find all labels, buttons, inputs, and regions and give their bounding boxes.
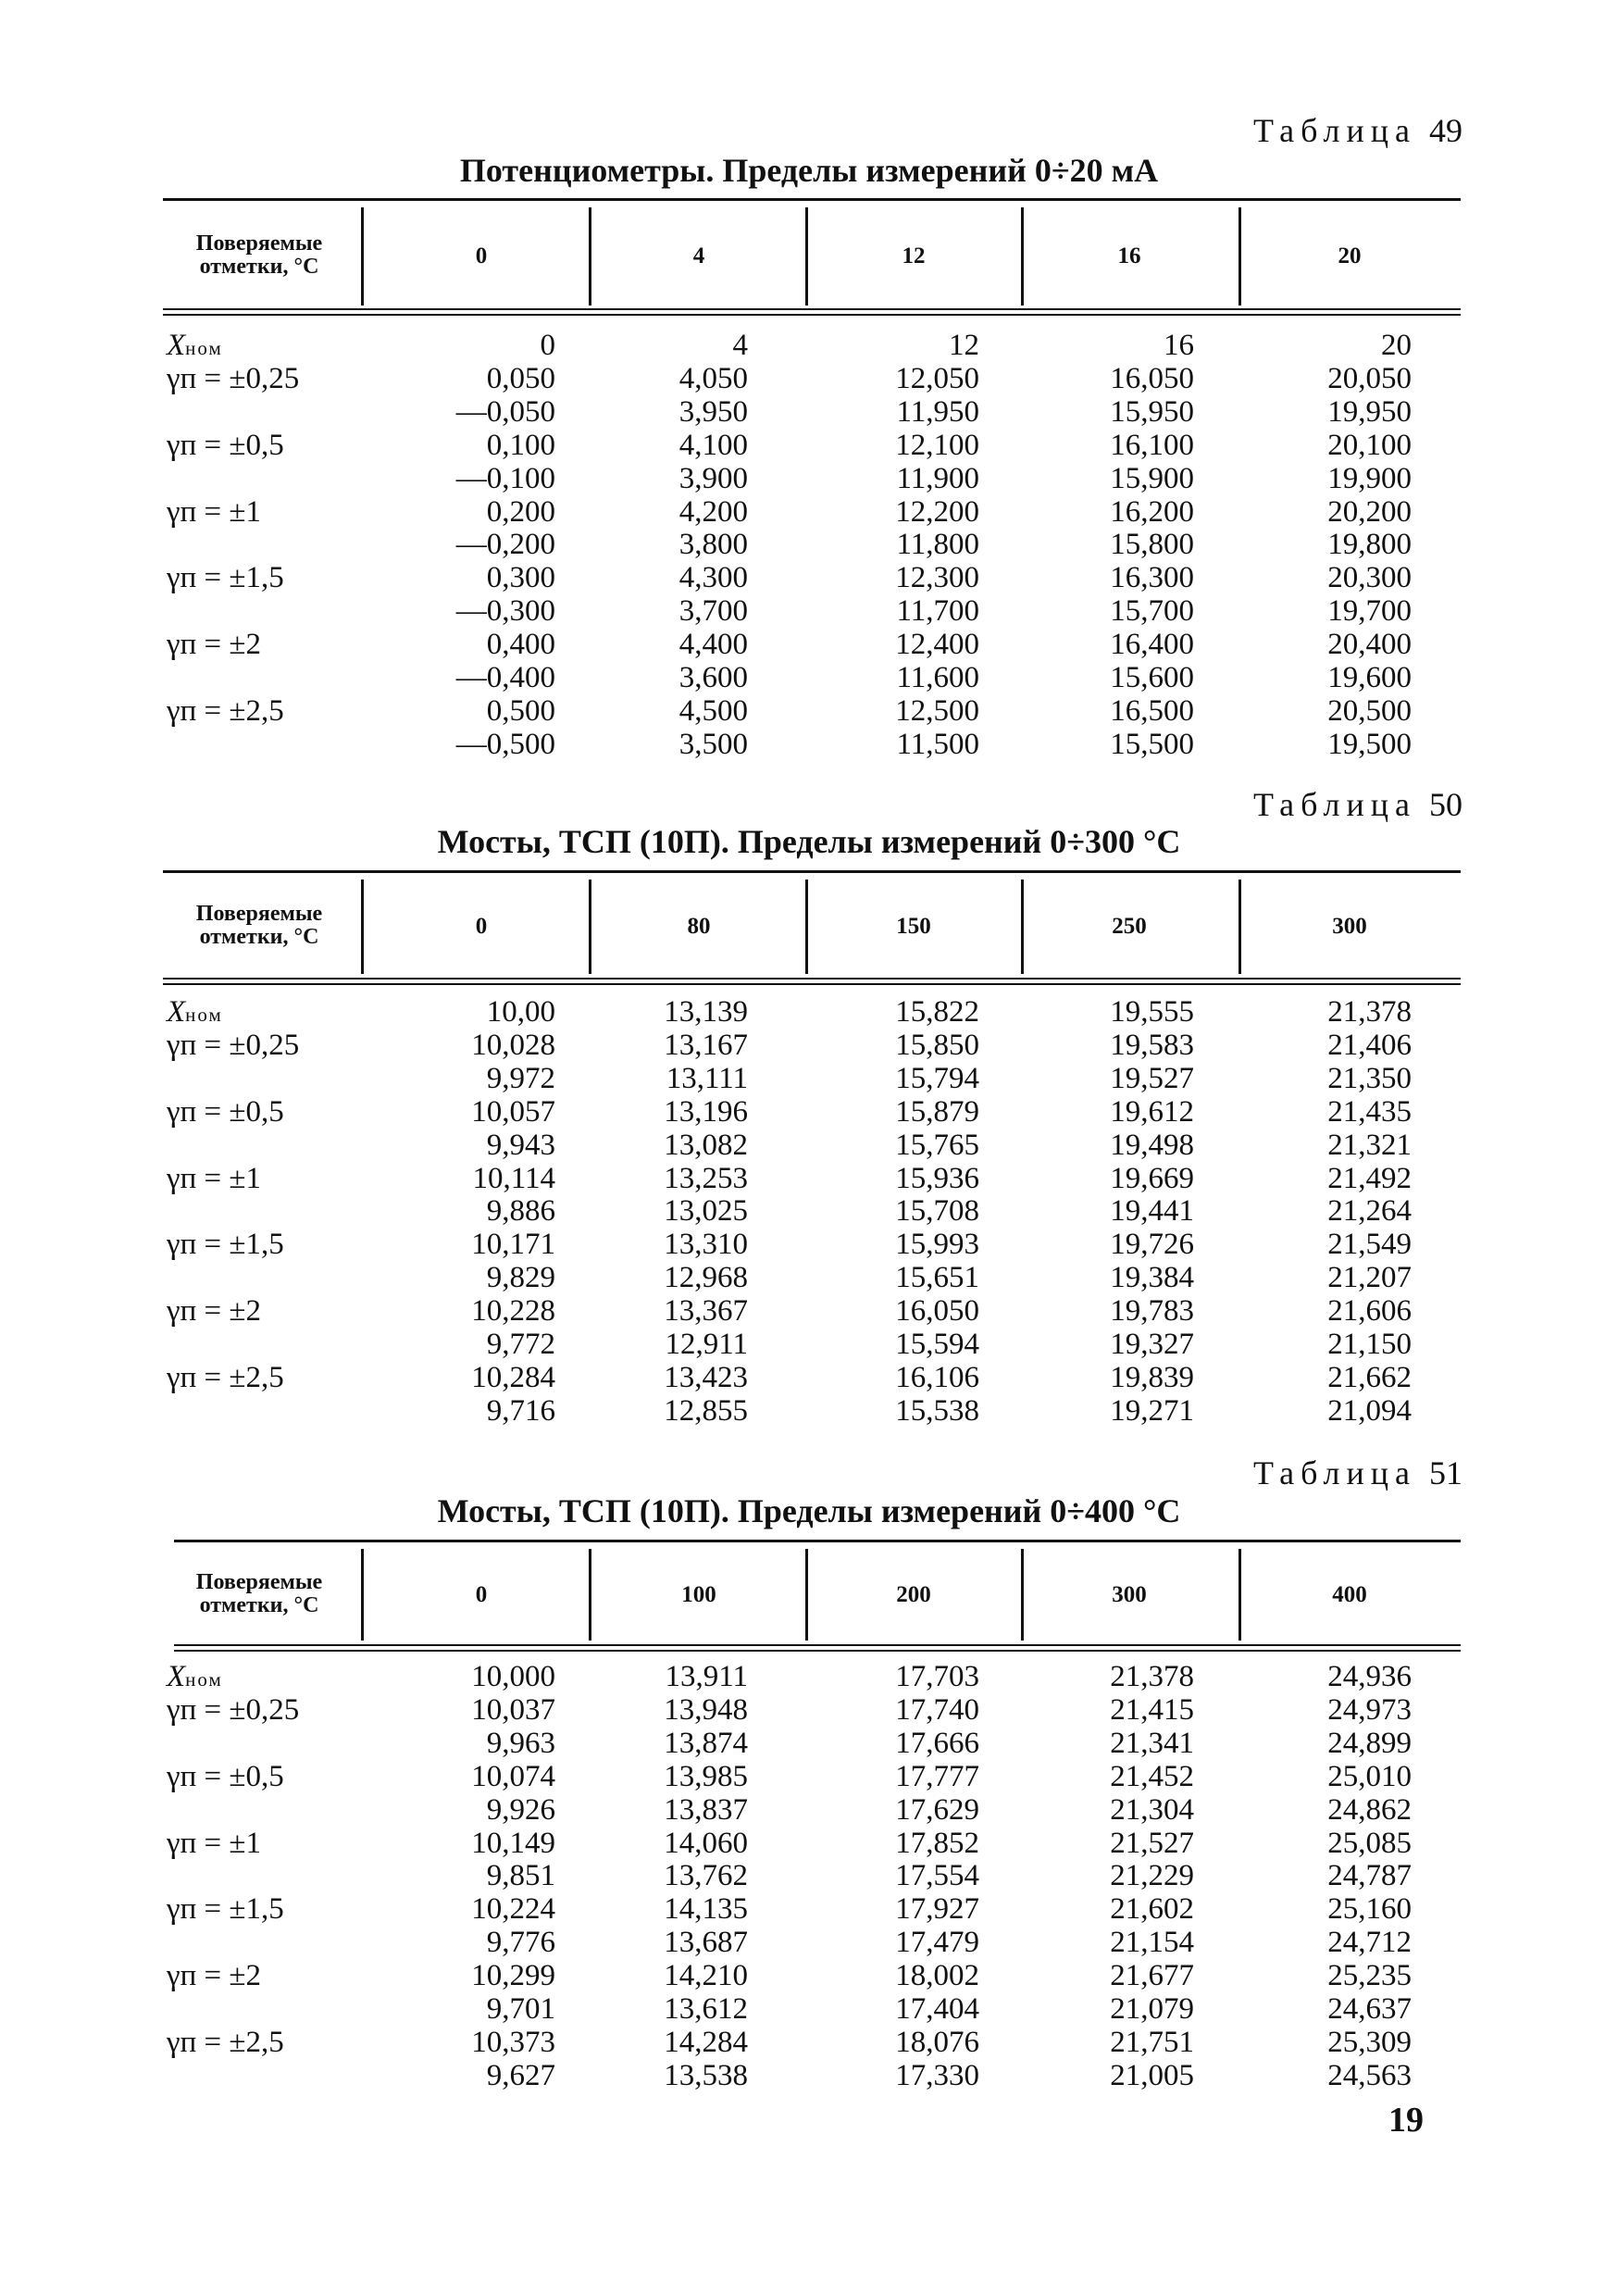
table-cell: 15,594 bbox=[895, 1328, 979, 1361]
table-cell: 16,200 bbox=[1110, 494, 1194, 529]
header-column-value: 300 bbox=[1112, 1581, 1147, 1607]
header-column-value: 100 bbox=[681, 1581, 716, 1607]
table-cell: 21,094 bbox=[1327, 1393, 1412, 1428]
table-cell: 18,002 bbox=[895, 1959, 979, 1993]
header-row-label bbox=[167, 1571, 352, 1617]
table-cell: 10,074 bbox=[471, 1759, 555, 1793]
table-cell: 16,050 bbox=[895, 1294, 979, 1329]
header-column-value: 12 bbox=[902, 243, 926, 268]
row-label: γп = ±0,5 bbox=[167, 1094, 284, 1129]
table-cell: 3,700 bbox=[678, 594, 748, 629]
table-cell: 10,037 bbox=[471, 1692, 555, 1727]
header-double-rule-bottom bbox=[163, 983, 1461, 985]
table-cell: 15,765 bbox=[895, 1128, 979, 1162]
table-cell: 21,005 bbox=[1110, 2058, 1194, 2092]
table-cell: 19,726 bbox=[1110, 1228, 1194, 1262]
table-cell: 12,911 bbox=[665, 1328, 748, 1361]
table-cell: 16,300 bbox=[1110, 561, 1194, 595]
table-cell: 0,500 bbox=[486, 693, 555, 728]
header-column-separator bbox=[1021, 1549, 1024, 1641]
table-cell: 9,627 bbox=[486, 2058, 555, 2092]
table-cell: 15,538 bbox=[895, 1393, 979, 1428]
table-cell: 21,406 bbox=[1327, 1028, 1412, 1062]
header-row-label bbox=[167, 232, 352, 279]
header-column-separator bbox=[361, 880, 364, 974]
table-cell: 10,057 bbox=[471, 1094, 555, 1129]
table-cell: 21,229 bbox=[1110, 1859, 1194, 1893]
table-cell: 17,927 bbox=[895, 1892, 979, 1927]
header-column-value: 400 bbox=[1332, 1581, 1367, 1607]
header-double-rule-top bbox=[163, 978, 1461, 980]
header-row-label bbox=[167, 903, 352, 949]
table-cell: 10,373 bbox=[471, 2025, 555, 2059]
table-cell: 13,196 bbox=[664, 1094, 748, 1129]
table-cell: 17,740 bbox=[895, 1692, 979, 1727]
table-cell: 10,284 bbox=[471, 1360, 555, 1394]
table-cell: 12,500 bbox=[895, 693, 979, 728]
table-cell: 9,772 bbox=[486, 1328, 555, 1361]
table-cell: —0,500 bbox=[455, 727, 555, 761]
table-cell: 13,139 bbox=[664, 995, 748, 1029]
header-column-value: 16 bbox=[1117, 243, 1141, 268]
header-column-value: 200 bbox=[896, 1581, 931, 1607]
table-cell: 12,968 bbox=[664, 1261, 748, 1295]
table-cell: 3,600 bbox=[678, 661, 748, 694]
table-cell: 19,384 bbox=[1110, 1261, 1194, 1295]
table-cell: 21,415 bbox=[1110, 1692, 1194, 1727]
table-cell: 9,972 bbox=[486, 1061, 555, 1095]
table-cell: 15,700 bbox=[1110, 594, 1194, 629]
table-cell: 13,911 bbox=[665, 1660, 748, 1693]
table-cell: 17,777 bbox=[895, 1759, 979, 1793]
table-cell: 17,666 bbox=[895, 1726, 979, 1760]
header-column-value: 250 bbox=[1112, 914, 1147, 939]
table-cell: 21,452 bbox=[1110, 1759, 1194, 1793]
table-cell: 3,500 bbox=[678, 727, 748, 761]
table-cell: 24,899 bbox=[1327, 1726, 1412, 1760]
table-number: 49 bbox=[1429, 112, 1462, 149]
table-cell: 15,900 bbox=[1110, 461, 1194, 495]
table-cell: 12,100 bbox=[895, 428, 979, 462]
table-cell: 3,950 bbox=[678, 394, 748, 429]
table-cell: 19,583 bbox=[1110, 1028, 1194, 1062]
row-label-symbol: X bbox=[167, 995, 186, 1029]
table-cell: 10,224 bbox=[471, 1892, 555, 1927]
table-cell: 21,435 bbox=[1327, 1094, 1412, 1129]
table-cell: 25,309 bbox=[1327, 2025, 1412, 2059]
table-cell: 10,171 bbox=[471, 1228, 555, 1262]
table-cell: 17,554 bbox=[895, 1859, 979, 1893]
table-cell: —0,400 bbox=[455, 661, 555, 694]
row-label: γп = ±1 bbox=[167, 1826, 261, 1860]
table-cell: 11,500 bbox=[896, 727, 979, 761]
table-cell: 21,662 bbox=[1327, 1360, 1412, 1394]
header-row-label-line: Поверяемые bbox=[195, 1569, 323, 1594]
row-label: γп = ±2 bbox=[167, 1294, 261, 1329]
table-cell: 21,150 bbox=[1327, 1328, 1412, 1361]
table-number: 50 bbox=[1429, 786, 1462, 823]
table-label-word: Таблица bbox=[1253, 786, 1416, 823]
header-column-value: 80 bbox=[687, 914, 711, 939]
table-cell: 19,527 bbox=[1110, 1061, 1194, 1095]
table-cell: 0,100 bbox=[486, 428, 555, 462]
table-cell: 15,500 bbox=[1110, 727, 1194, 761]
table-cell: 21,079 bbox=[1110, 1992, 1194, 2026]
table-cell: 24,563 bbox=[1327, 2058, 1412, 2092]
table-cell: 12,200 bbox=[895, 494, 979, 529]
table-cell: 4,050 bbox=[678, 361, 748, 395]
table-cell: 20,300 bbox=[1327, 561, 1412, 595]
table-cell: 25,160 bbox=[1327, 1892, 1412, 1927]
table-cell: 13,082 bbox=[664, 1128, 748, 1162]
table-cell: 4,300 bbox=[678, 561, 748, 595]
header-column-value: 300 bbox=[1332, 914, 1367, 939]
table-cell: 20,200 bbox=[1327, 494, 1412, 529]
header-double-rule-bottom bbox=[174, 1650, 1461, 1652]
table-cell: 11,950 bbox=[896, 394, 979, 429]
table-cell: 4,500 bbox=[678, 693, 748, 728]
row-label: γп = ±2 bbox=[167, 628, 261, 662]
table-cell: 10,299 bbox=[471, 1959, 555, 1993]
table-cell: —0,300 bbox=[455, 594, 555, 629]
table-cell: 20,500 bbox=[1327, 693, 1412, 728]
table-cell: 12,855 bbox=[664, 1393, 748, 1428]
table-cell: 21,602 bbox=[1110, 1892, 1194, 1927]
page-number: 19 bbox=[1388, 2101, 1424, 2140]
table-cell: 17,629 bbox=[895, 1792, 979, 1827]
table-cell: 20 bbox=[1381, 329, 1412, 362]
table-cell: 21,321 bbox=[1327, 1128, 1412, 1162]
table-cell: 17,703 bbox=[895, 1660, 979, 1693]
table-cell: 12 bbox=[949, 329, 979, 362]
table-cell: 13,837 bbox=[664, 1792, 748, 1827]
row-label: γп = ±0,25 bbox=[167, 361, 300, 395]
table-cell: 9,829 bbox=[486, 1261, 555, 1295]
table-top-rule bbox=[174, 1540, 1461, 1542]
table-top-rule bbox=[163, 870, 1461, 873]
table-cell: 21,378 bbox=[1110, 1660, 1194, 1693]
row-label: γп = ±1,5 bbox=[167, 1228, 284, 1262]
table-cell: 13,253 bbox=[664, 1161, 748, 1195]
table-cell: 9,851 bbox=[486, 1859, 555, 1893]
table-cell: 19,700 bbox=[1327, 594, 1412, 629]
table-label-word: Таблица bbox=[1253, 112, 1416, 149]
table-cell: 13,167 bbox=[664, 1028, 748, 1062]
table-cell: 21,350 bbox=[1327, 1061, 1412, 1095]
table-cell: 24,973 bbox=[1327, 1692, 1412, 1727]
table-cell: 15,800 bbox=[1110, 528, 1194, 562]
table-cell: 19,783 bbox=[1110, 1294, 1194, 1329]
table-cell: 4,400 bbox=[678, 628, 748, 662]
table-cell: 16,106 bbox=[895, 1360, 979, 1394]
table-cell: 14,210 bbox=[664, 1959, 748, 1993]
header-column-separator bbox=[805, 1549, 808, 1641]
header-column-separator bbox=[1238, 207, 1241, 306]
table-label bbox=[1253, 1454, 1462, 1492]
table-cell: 11,900 bbox=[896, 461, 979, 495]
table-cell: 11,600 bbox=[896, 661, 979, 694]
table-cell: 19,327 bbox=[1110, 1328, 1194, 1361]
table-cell: 25,085 bbox=[1327, 1826, 1412, 1860]
table-cell: 12,400 bbox=[895, 628, 979, 662]
header-column-value: 0 bbox=[475, 243, 488, 268]
table-cell: 13,310 bbox=[664, 1228, 748, 1262]
table-cell: 21,264 bbox=[1327, 1194, 1412, 1229]
table-label bbox=[1253, 111, 1462, 150]
header-column-separator bbox=[589, 880, 591, 974]
table-cell: 10,228 bbox=[471, 1294, 555, 1329]
table-cell: 0,300 bbox=[486, 561, 555, 595]
table-title: Мосты, ТСП (10П). Пределы измерений 0÷300 °С bbox=[437, 823, 1181, 860]
header-double-rule-top bbox=[163, 308, 1461, 310]
table-cell: 4,200 bbox=[678, 494, 748, 529]
header-column-separator bbox=[361, 207, 364, 306]
table-cell: 14,060 bbox=[664, 1826, 748, 1860]
table-cell: 13,762 bbox=[664, 1859, 748, 1893]
table-cell: 13,367 bbox=[664, 1294, 748, 1329]
table-cell: 20,050 bbox=[1327, 361, 1412, 395]
table-cell: 12,300 bbox=[895, 561, 979, 595]
header-column-separator bbox=[1238, 1549, 1241, 1641]
table-cell: 10,149 bbox=[471, 1826, 555, 1860]
table-cell: 9,926 bbox=[486, 1792, 555, 1827]
table-cell: 9,776 bbox=[486, 1926, 555, 1960]
table-cell: 16,500 bbox=[1110, 693, 1194, 728]
table-cell: 24,787 bbox=[1327, 1859, 1412, 1893]
table-cell: 9,701 bbox=[486, 1992, 555, 2026]
table-cell: 21,341 bbox=[1110, 1726, 1194, 1760]
header-column-separator bbox=[1021, 880, 1024, 974]
header-row-label-line: отметки, °С bbox=[199, 925, 319, 949]
header-column-separator bbox=[589, 207, 591, 306]
table-title: Мосты, ТСП (10П). Пределы измерений 0÷400 °С bbox=[437, 1492, 1181, 1529]
table-cell: 3,800 bbox=[678, 528, 748, 562]
table-cell: 0,200 bbox=[486, 494, 555, 529]
table-cell: 15,950 bbox=[1110, 394, 1194, 429]
table-cell: 9,886 bbox=[486, 1194, 555, 1229]
header-column-separator bbox=[805, 880, 808, 974]
table-cell: 21,751 bbox=[1110, 2025, 1194, 2059]
table-cell: 13,948 bbox=[664, 1692, 748, 1727]
table-cell: 19,271 bbox=[1110, 1393, 1194, 1428]
table-cell: 4,100 bbox=[678, 428, 748, 462]
table-cell: 21,677 bbox=[1110, 1959, 1194, 1993]
table-cell: 15,879 bbox=[895, 1094, 979, 1129]
row-label: γп = ±1,5 bbox=[167, 1892, 284, 1927]
header-column-value: 20 bbox=[1338, 243, 1362, 268]
table-cell: 10,00 bbox=[486, 995, 555, 1029]
table-cell: 0 bbox=[540, 329, 555, 362]
header-column-value: 150 bbox=[896, 914, 931, 939]
row-label: γп = ±2,5 bbox=[167, 2025, 284, 2059]
table-cell: 17,479 bbox=[895, 1926, 979, 1960]
table-cell: 25,235 bbox=[1327, 1959, 1412, 1993]
header-column-separator bbox=[589, 1549, 591, 1641]
table-cell: 24,862 bbox=[1327, 1792, 1412, 1827]
table-cell: 15,651 bbox=[895, 1261, 979, 1295]
row-label-subscript: ном bbox=[185, 1668, 223, 1691]
table-cell: 19,800 bbox=[1327, 528, 1412, 562]
table-cell: 19,498 bbox=[1110, 1128, 1194, 1162]
header-row-label-line: отметки, °С bbox=[199, 255, 319, 279]
table-cell: 15,822 bbox=[895, 995, 979, 1029]
header-column-value: 0 bbox=[475, 914, 488, 939]
table-cell: 9,943 bbox=[486, 1128, 555, 1162]
row-label: γп = ±1,5 bbox=[167, 561, 284, 595]
table-cell: 15,850 bbox=[895, 1028, 979, 1062]
table-cell: 21,492 bbox=[1327, 1161, 1412, 1195]
table-cell: 17,852 bbox=[895, 1826, 979, 1860]
table-cell: 17,404 bbox=[895, 1992, 979, 2026]
row-label: γп = ±2 bbox=[167, 1959, 261, 1993]
header-row-label-line: Поверяемые bbox=[195, 902, 323, 926]
table-cell: 21,154 bbox=[1110, 1926, 1194, 1960]
table-cell: 21,549 bbox=[1327, 1228, 1412, 1262]
table-cell: 21,304 bbox=[1110, 1792, 1194, 1827]
header-column-value: 4 bbox=[692, 243, 705, 268]
table-cell: 21,606 bbox=[1327, 1294, 1412, 1329]
table-cell: 13,612 bbox=[664, 1992, 748, 2026]
table-cell: 19,950 bbox=[1327, 394, 1412, 429]
header-row-label-line: отметки, °С bbox=[199, 1592, 319, 1617]
table-cell: 24,712 bbox=[1327, 1926, 1412, 1960]
table-cell: 25,010 bbox=[1327, 1759, 1412, 1793]
table-cell: 16,050 bbox=[1110, 361, 1194, 395]
row-label-subscript: ном bbox=[185, 1004, 223, 1026]
table-cell: 15,708 bbox=[895, 1194, 979, 1229]
header-column-separator bbox=[1238, 880, 1241, 974]
header-double-rule-bottom bbox=[163, 314, 1461, 316]
table-cell: 16,100 bbox=[1110, 428, 1194, 462]
table-cell: 9,963 bbox=[486, 1726, 555, 1760]
table-cell: 15,794 bbox=[895, 1061, 979, 1095]
table-cell: 16 bbox=[1164, 329, 1194, 362]
table-cell: 13,687 bbox=[664, 1926, 748, 1960]
table-cell: 20,400 bbox=[1327, 628, 1412, 662]
row-label bbox=[167, 995, 223, 1031]
table-cell: 13,538 bbox=[664, 2058, 748, 2092]
table-cell: 19,500 bbox=[1327, 727, 1412, 761]
table-cell: 11,700 bbox=[896, 594, 979, 629]
header-column-separator bbox=[1021, 207, 1024, 306]
table-cell: 19,839 bbox=[1110, 1360, 1194, 1394]
table-cell: 24,637 bbox=[1327, 1992, 1412, 2026]
table-cell: 13,111 bbox=[666, 1061, 748, 1095]
table-cell: 18,076 bbox=[895, 2025, 979, 2059]
table-cell: 21,378 bbox=[1327, 995, 1412, 1029]
row-label: γп = ±0,5 bbox=[167, 428, 284, 462]
table-label bbox=[1253, 785, 1462, 824]
row-label bbox=[167, 1660, 223, 1696]
table-cell: 17,330 bbox=[895, 2058, 979, 2092]
table-cell: —0,100 bbox=[455, 461, 555, 495]
table-cell: 15,600 bbox=[1110, 661, 1194, 694]
table-cell: 10,000 bbox=[471, 1660, 555, 1693]
table-number: 51 bbox=[1429, 1454, 1462, 1491]
table-cell: 19,900 bbox=[1327, 461, 1412, 495]
row-label: γп = ±0,25 bbox=[167, 1692, 300, 1727]
table-top-rule bbox=[163, 198, 1461, 201]
table-cell: 14,284 bbox=[664, 2025, 748, 2059]
table-cell: 10,028 bbox=[471, 1028, 555, 1062]
table-cell: 11,800 bbox=[896, 528, 979, 562]
table-cell: 13,025 bbox=[664, 1194, 748, 1229]
row-label bbox=[167, 329, 223, 365]
row-label: γп = ±2,5 bbox=[167, 1360, 284, 1394]
table-cell: 19,555 bbox=[1110, 995, 1194, 1029]
row-label: γп = ±1 bbox=[167, 494, 261, 529]
table-title: Потенциометры. Пределы измерений 0÷20 мА bbox=[459, 152, 1159, 189]
header-column-separator bbox=[361, 1549, 364, 1641]
table-cell: 12,050 bbox=[895, 361, 979, 395]
table-cell: 13,874 bbox=[664, 1726, 748, 1760]
table-cell: 19,441 bbox=[1110, 1194, 1194, 1229]
table-cell: 9,716 bbox=[486, 1393, 555, 1428]
row-label-symbol: X bbox=[167, 1660, 186, 1693]
row-label: γп = ±2,5 bbox=[167, 693, 284, 728]
table-cell: 0,050 bbox=[486, 361, 555, 395]
row-label: γп = ±0,25 bbox=[167, 1028, 300, 1062]
table-cell: —0,050 bbox=[455, 394, 555, 429]
row-label: γп = ±0,5 bbox=[167, 1759, 284, 1793]
table-label-word: Таблица bbox=[1253, 1454, 1416, 1491]
table-cell: 14,135 bbox=[664, 1892, 748, 1927]
header-row-label-line: Поверяемые bbox=[195, 231, 323, 256]
header-column-separator bbox=[805, 207, 808, 306]
header-double-rule-top bbox=[174, 1644, 1461, 1646]
table-cell: 13,423 bbox=[664, 1360, 748, 1394]
table-cell: 19,669 bbox=[1110, 1161, 1194, 1195]
row-label: γп = ±1 bbox=[167, 1161, 261, 1195]
table-cell: 13,985 bbox=[664, 1759, 748, 1793]
row-label-subscript: ном bbox=[185, 337, 223, 359]
table-cell: 20,100 bbox=[1327, 428, 1412, 462]
table-cell: —0,200 bbox=[455, 528, 555, 562]
table-cell: 24,936 bbox=[1327, 1660, 1412, 1693]
table-cell: 15,936 bbox=[895, 1161, 979, 1195]
header-column-value: 0 bbox=[475, 1581, 488, 1607]
table-cell: 0,400 bbox=[486, 628, 555, 662]
table-cell: 21,527 bbox=[1110, 1826, 1194, 1860]
table-cell: 19,612 bbox=[1110, 1094, 1194, 1129]
row-label-symbol: X bbox=[167, 329, 186, 362]
table-cell: 16,400 bbox=[1110, 628, 1194, 662]
table-cell: 4 bbox=[732, 329, 748, 362]
table-cell: 10,114 bbox=[472, 1161, 555, 1195]
table-cell: 19,600 bbox=[1327, 661, 1412, 694]
table-cell: 15,993 bbox=[895, 1228, 979, 1262]
table-cell: 21,207 bbox=[1327, 1261, 1412, 1295]
table-cell: 3,900 bbox=[678, 461, 748, 495]
